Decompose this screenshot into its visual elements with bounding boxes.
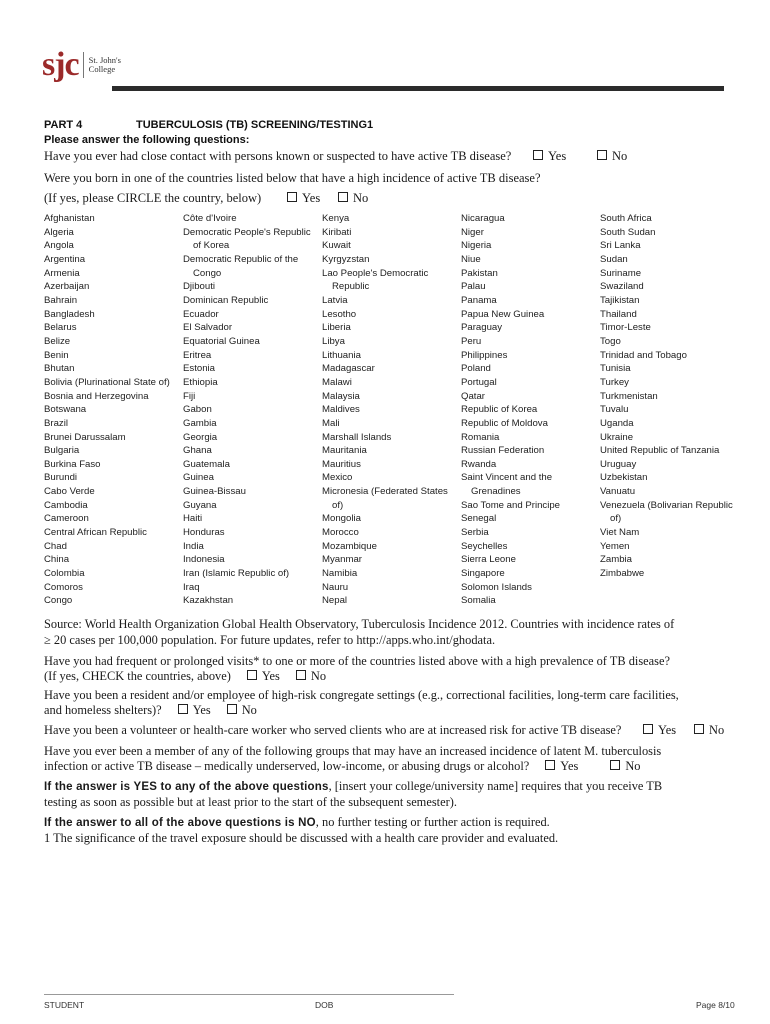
checkbox[interactable] (694, 724, 704, 734)
q6-no-option[interactable] (610, 759, 640, 773)
country-item[interactable]: Uzbekistan (600, 472, 648, 484)
country-item[interactable]: Uganda (600, 417, 634, 429)
country-item[interactable]: Mauritania (322, 445, 367, 457)
country-item[interactable]: Ecuador (183, 308, 219, 320)
country-item[interactable]: Benin (44, 349, 69, 361)
option-label: Yes (261, 669, 280, 683)
note-no-text: , no further testing or further action is required. (315, 815, 550, 829)
country-item[interactable]: Mali (322, 417, 340, 429)
country-item[interactable]: Bulgaria (44, 445, 80, 457)
country-item[interactable]: Qatar (461, 390, 485, 402)
country-item[interactable]: Angola (44, 240, 74, 252)
checkbox[interactable] (610, 760, 620, 770)
footnote: 1 The significance of the travel exposure should be discussed with a health care provider and evaluated. (44, 831, 559, 845)
country-item[interactable]: Honduras (183, 527, 225, 539)
country-item[interactable]: Botswana (44, 404, 87, 416)
logo-text (89, 56, 121, 74)
country-item[interactable]: Guinea-Bissau (183, 486, 246, 498)
footer-dob-label: DOB (315, 1000, 334, 1010)
footer-rule (44, 994, 454, 995)
question-born-country-instruction: (If yes, please CIRCLE the country, below) (44, 191, 262, 205)
country-item[interactable]: Republic (332, 281, 370, 293)
country-item[interactable]: Namibia (322, 568, 358, 580)
country-item[interactable]: Niger (461, 226, 484, 238)
country-item[interactable]: Burkina Faso (44, 458, 101, 470)
country-item[interactable]: Argentina (44, 253, 86, 265)
q5-yes-option[interactable] (643, 723, 676, 738)
country-item[interactable]: Papua New Guinea (461, 308, 545, 320)
country-item[interactable]: Peru (461, 335, 482, 347)
country-item[interactable]: Yemen (600, 540, 630, 552)
country-item[interactable]: Uruguay (600, 458, 637, 470)
q2-no-option[interactable] (338, 191, 368, 206)
question-health-care-worker (44, 723, 734, 738)
part-number: PART 4 (44, 119, 83, 131)
question-text: Have you been a volunteer or health-care worker who served clients who are at increased risk for active TB disease? (44, 723, 622, 737)
country-item[interactable]: Viet Nam (600, 527, 640, 539)
source-citation (44, 616, 734, 648)
country-item[interactable]: Suriname (600, 267, 642, 279)
country-item[interactable]: Madagascar (322, 363, 375, 375)
checkbox[interactable] (338, 192, 348, 202)
country-item[interactable]: Armenia (44, 267, 80, 279)
option-label: Yes (548, 149, 567, 163)
checkbox[interactable] (533, 150, 543, 160)
country-item[interactable]: of) (332, 499, 344, 511)
q2-yes-option[interactable] (287, 191, 320, 206)
page-number: Page 8/10 (696, 1000, 735, 1010)
country-item[interactable]: Turkmenistan (600, 390, 658, 402)
country-item[interactable]: Eritrea (183, 349, 212, 361)
country-item[interactable]: Haiti (183, 513, 203, 525)
country-item[interactable]: Afghanistan (44, 213, 95, 224)
country-item[interactable]: Togo (600, 335, 621, 347)
note-if-yes (44, 779, 734, 810)
checkbox[interactable] (597, 150, 607, 160)
question-congregate-settings (44, 688, 734, 718)
question-text-cont: and homeless shelters)? (44, 703, 162, 717)
country-item[interactable]: Vanuatu (600, 486, 636, 498)
option-label: No (353, 191, 369, 205)
country-item[interactable]: Mongolia (322, 513, 361, 525)
college-logo (42, 46, 121, 83)
logo-line-2: College (88, 64, 116, 74)
note-yes-text-cont: testing as soon as possible but at least prior to the start of the subsequent semester). (44, 795, 457, 809)
country-item[interactable]: Nepal (322, 595, 348, 607)
option-label: No (310, 669, 327, 683)
country-item[interactable]: Kuwait (322, 240, 351, 252)
country-item[interactable]: Belarus (44, 322, 77, 334)
country-item[interactable]: Mozambique (322, 540, 377, 552)
country-item[interactable]: Kyrgyzstan (322, 253, 370, 265)
country-item[interactable]: Liberia (322, 322, 351, 334)
checkbox[interactable] (247, 670, 257, 680)
country-item[interactable]: Cabo Verde (44, 486, 95, 498)
country-item[interactable]: Marshall Islands (322, 431, 392, 443)
country-item[interactable]: Sri Lanka (600, 240, 641, 252)
country-item[interactable]: Sao Tome and Principe (461, 499, 561, 511)
country-item[interactable]: Rwanda (461, 458, 497, 470)
country-item[interactable]: Colombia (44, 568, 85, 580)
country-item[interactable]: Nauru (322, 581, 349, 593)
country-item[interactable]: Dominican Republic (183, 294, 269, 306)
country-item[interactable]: Ghana (183, 445, 212, 457)
option-label: No (709, 723, 725, 737)
country-item[interactable]: Latvia (322, 294, 348, 306)
country-item[interactable]: Sierra Leone (461, 554, 516, 566)
country-item[interactable]: Ukraine (600, 431, 634, 443)
country-item[interactable]: China (44, 554, 70, 566)
country-item[interactable]: Mauritius (322, 458, 361, 470)
source-line-1: Source: World Health Organization Global Health Observatory, Tuberculosis Incidence 2012. Countries with incidence rates of (44, 617, 675, 631)
country-item[interactable]: Fiji (183, 390, 196, 402)
checkbox[interactable] (227, 704, 237, 714)
country-item[interactable]: Burundi (44, 472, 78, 484)
question-close-contact (44, 149, 511, 164)
country-item[interactable]: Iran (Islamic Republic of) (183, 568, 290, 580)
logo-line-1: St. John's (88, 55, 121, 65)
country-item[interactable]: Niue (461, 253, 481, 265)
country-item[interactable]: Indonesia (183, 554, 225, 566)
country-item[interactable]: Pakistan (461, 267, 498, 279)
country-item[interactable]: of Korea (193, 240, 230, 252)
q5-no-option[interactable] (694, 723, 724, 738)
note-no-bold: If the answer to all of the above questions is NO (44, 817, 316, 829)
question-text: Have you ever had close contact with persons known or suspected to have active TB disease? (44, 149, 512, 163)
q4-no-option[interactable] (227, 703, 257, 717)
country-item[interactable]: Ethiopia (183, 376, 218, 388)
country-item[interactable]: Côte d'Ivoire (183, 213, 237, 224)
country-item[interactable]: Democratic Republic of the (183, 253, 299, 265)
country-item[interactable]: Romania (461, 431, 500, 443)
country-item[interactable]: Poland (461, 363, 491, 375)
question-high-risk-groups (44, 744, 734, 774)
option-label: Yes (192, 703, 211, 717)
country-item[interactable]: Zimbabwe (600, 568, 645, 580)
country-item[interactable]: Turkey (600, 376, 629, 388)
country-item[interactable]: El Salvador (183, 322, 233, 334)
country-item[interactable]: Gabon (183, 404, 212, 416)
q4-yes-option[interactable] (178, 703, 211, 717)
country-item[interactable]: Libya (322, 335, 345, 347)
question-text: Have you been a resident and/or employee of high-risk congregate settings (e.g., correctional facilities, long-term care facilities, (44, 688, 679, 702)
country-item[interactable]: Panama (461, 294, 497, 306)
country-item[interactable]: Venezuela (Bolivarian Republic (600, 499, 733, 511)
note-yes-text: , [insert your college/university name] requires that you receive TB (328, 779, 663, 793)
note-if-no (44, 815, 734, 846)
question-text: Have you had frequent or prolonged visits* to one or more of the countries listed above with a high prevalence of TB disease? (44, 654, 671, 668)
country-item[interactable]: Micronesia (Federated States (322, 486, 448, 498)
country-item[interactable]: Congo (44, 595, 73, 607)
country-item[interactable]: Solomon Islands (461, 581, 532, 593)
option-label: Yes (560, 759, 579, 773)
country-item[interactable]: Lithuania (322, 349, 361, 361)
checkbox[interactable] (545, 760, 555, 770)
country-item[interactable]: Guyana (183, 499, 217, 511)
country-item[interactable]: Kiribati (322, 226, 352, 238)
country-item[interactable]: Seychelles (461, 540, 508, 552)
question-prolonged-visits (44, 654, 734, 684)
country-item[interactable]: Thailand (600, 308, 637, 320)
q6-yes-option[interactable] (545, 759, 578, 773)
country-item[interactable]: Estonia (183, 363, 215, 375)
country-item[interactable]: Equatorial Guinea (183, 335, 260, 347)
country-item[interactable]: Grenadines (471, 486, 521, 498)
country-item[interactable]: Bosnia and Herzegovina (44, 390, 149, 402)
country-item[interactable]: Algeria (44, 226, 74, 238)
option-label: No (625, 759, 641, 773)
country-item[interactable]: Saint Vincent and the (461, 472, 553, 484)
country-item[interactable]: Kenya (322, 213, 350, 224)
country-item[interactable]: Bangladesh (44, 308, 95, 320)
question-instruction: (If yes, CHECK the countries, above) (44, 669, 231, 683)
country-item[interactable]: Trinidad and Tobago (600, 349, 687, 361)
country-item[interactable]: Iraq (183, 581, 200, 593)
q3-yes-option[interactable] (247, 669, 280, 683)
country-column-2 (183, 212, 311, 608)
option-label: No (612, 149, 628, 163)
checkbox[interactable] (643, 724, 653, 734)
country-item[interactable]: South Africa (600, 213, 652, 224)
country-item[interactable]: Swaziland (600, 281, 644, 293)
country-item[interactable]: Zambia (600, 554, 632, 566)
q1-no-option[interactable] (597, 149, 627, 164)
part-title: TUBERCULOSIS (TB) SCREENING/TESTING1 (136, 119, 374, 131)
option-label: Yes (658, 723, 677, 737)
country-item[interactable]: Mexico (322, 472, 353, 484)
country-item[interactable]: Maldives (322, 404, 360, 416)
country-item[interactable]: Cameroon (44, 513, 89, 525)
logo-mark: sjc (42, 46, 79, 83)
country-item[interactable]: Lesotho (322, 308, 357, 320)
country-column-5 (600, 212, 733, 581)
source-line-2: ≥ 20 cases per 100,000 population. For future updates, refer to http://apps.who.int/ghodata. (44, 633, 496, 647)
note-yes-bold: If the answer is YES to any of the above questions (44, 781, 329, 793)
country-item[interactable]: Paraguay (461, 322, 503, 334)
footer-student-label: STUDENT (44, 1000, 85, 1010)
country-item[interactable]: Chad (44, 540, 67, 552)
country-item[interactable]: Georgia (183, 431, 218, 443)
country-column-1 (44, 212, 170, 608)
country-item[interactable]: Serbia (461, 527, 489, 539)
country-item[interactable]: Azerbaijan (44, 281, 90, 293)
country-column-4 (461, 212, 560, 608)
country-item[interactable]: Palau (461, 281, 486, 293)
country-item[interactable]: United Republic of Tanzania (600, 445, 720, 457)
country-item[interactable]: Malawi (322, 376, 352, 388)
logo-divider (83, 52, 84, 78)
country-item[interactable]: Lao People's Democratic (322, 267, 429, 279)
country-item[interactable]: Somalia (461, 595, 496, 607)
option-label: Yes (302, 191, 321, 205)
country-item[interactable]: Gambia (183, 417, 217, 429)
country-item[interactable]: Comoros (44, 581, 83, 593)
country-item[interactable]: Tuvalu (600, 404, 629, 416)
country-item[interactable]: Sudan (600, 253, 628, 265)
country-item[interactable]: Portugal (461, 376, 497, 388)
country-item[interactable]: Singapore (461, 568, 505, 580)
question-text-cont: infection or active TB disease – medically underserved, low-income, or abusing drugs or alcohol? (44, 759, 530, 773)
q1-yes-option[interactable] (533, 149, 566, 164)
country-item[interactable]: Myanmar (322, 554, 362, 566)
country-item[interactable]: Kazakhstan (183, 595, 234, 607)
country-item[interactable]: Djibouti (183, 281, 215, 293)
country-item[interactable]: Bolivia (Plurinational State of) (44, 376, 170, 388)
country-item[interactable]: Guatemala (183, 458, 230, 470)
country-item[interactable]: Malaysia (322, 390, 360, 402)
country-item[interactable]: Congo (193, 267, 222, 279)
country-item[interactable]: Central African Republic (44, 527, 147, 539)
country-item[interactable]: Nicaragua (461, 213, 505, 224)
country-item[interactable]: Senegal (461, 513, 497, 525)
country-item[interactable]: Bhutan (44, 363, 75, 375)
q3-no-option[interactable] (296, 669, 326, 683)
country-item[interactable]: India (183, 540, 204, 552)
country-item[interactable]: Brunei Darussalam (44, 431, 126, 443)
country-item[interactable]: Cambodia (44, 499, 88, 511)
country-item[interactable]: Morocco (322, 527, 359, 539)
country-item[interactable]: Republic of Moldova (461, 417, 548, 429)
checkbox[interactable] (178, 704, 188, 714)
instruction-text: Please answer the following questions: (44, 134, 250, 146)
country-item[interactable]: Guinea (183, 472, 214, 484)
country-item[interactable]: Nigeria (461, 240, 492, 252)
option-label: No (241, 703, 257, 717)
country-item[interactable]: South Sudan (600, 226, 656, 238)
country-item[interactable]: Timor-Leste (600, 322, 651, 334)
checkbox[interactable] (287, 192, 297, 202)
country-item[interactable]: Brazil (44, 417, 68, 429)
question-text: Have you ever been a member of any of the following groups that may have an increased incidence of latent M. tuberculosis (44, 744, 662, 758)
country-item[interactable]: Tunisia (600, 363, 631, 375)
country-column-3 (322, 212, 448, 608)
question-born-country: Were you born in one of the countries listed below that have a high incidence of active TB disease? (44, 171, 541, 185)
country-item[interactable]: Belize (44, 335, 71, 347)
country-item[interactable]: Philippines (461, 349, 508, 361)
checkbox[interactable] (296, 670, 306, 680)
country-item[interactable]: Democratic People's Republic (183, 226, 311, 238)
country-item[interactable]: Russian Federation (461, 445, 545, 457)
country-item[interactable]: of) (610, 513, 622, 525)
country-item[interactable]: Tajikistan (600, 294, 640, 306)
country-item[interactable]: Bahrain (44, 294, 78, 306)
header-rule (112, 86, 724, 91)
country-item[interactable]: Republic of Korea (461, 404, 538, 416)
